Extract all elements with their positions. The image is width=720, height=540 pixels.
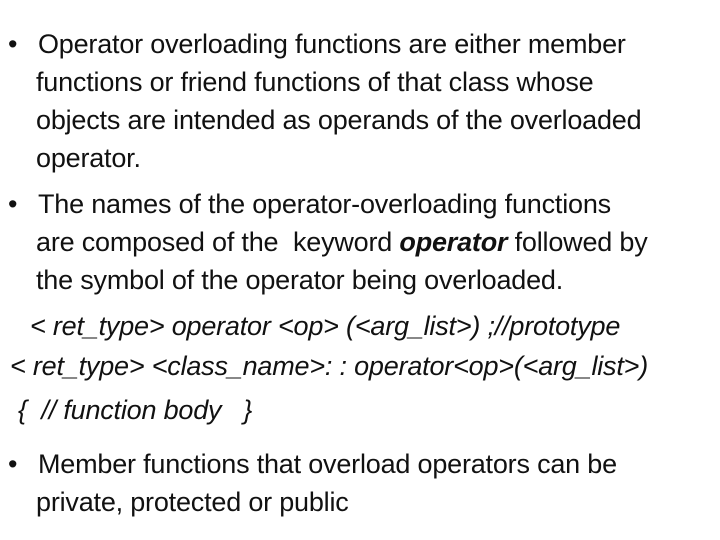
bullet1-line1 bbox=[0, 24, 626, 64]
bullet1-line3: objects are intended as operands of the overloaded bbox=[36, 105, 642, 135]
bullet-marker: • bbox=[8, 29, 18, 59]
bullet1-line2: functions or friend functions of that class whose bbox=[36, 67, 594, 97]
operator-keyword: operator bbox=[399, 227, 508, 257]
bullet3-line2: private, protected or public bbox=[36, 487, 349, 517]
bullet2-line3: the symbol of the operator being overloaded. bbox=[36, 265, 564, 295]
bullet1-line4: operator. bbox=[36, 143, 141, 173]
syntax-definition-header: < ret_type> <class_name>: : operator<op>(<arg_list>) bbox=[10, 351, 648, 381]
bullet2-text-2a: are composed of the keyword bbox=[36, 227, 400, 257]
bullet-marker: • bbox=[8, 189, 18, 219]
bullet2-text-1: The names of the operator-overloading functions bbox=[38, 189, 611, 219]
bullet3-text-1: Member functions that overload operators can be bbox=[38, 449, 617, 479]
syntax-prototype: < ret_type> operator <op> (<arg_list>) ;//prototype bbox=[30, 311, 621, 341]
bullet2-text-2b: followed by bbox=[507, 227, 648, 257]
syntax-function-body: { // function body } bbox=[18, 395, 253, 425]
bullet-marker: • bbox=[8, 449, 18, 479]
bullet2-line1 bbox=[0, 184, 611, 224]
bullet3-line1 bbox=[0, 444, 617, 484]
bullet2-line2 bbox=[36, 222, 648, 262]
bullet1-text-1: Operator overloading functions are either member bbox=[38, 29, 626, 59]
